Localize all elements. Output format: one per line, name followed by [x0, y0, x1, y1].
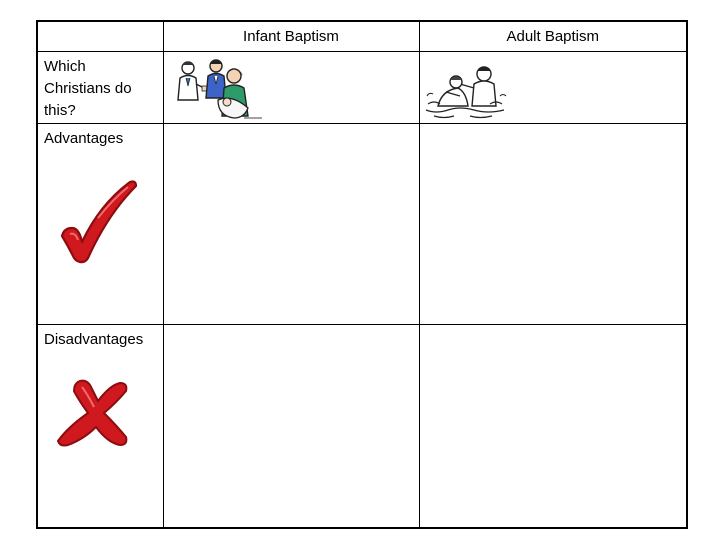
- adult-baptism-heading: Adult Baptism: [506, 28, 600, 45]
- advantages-row: [37, 124, 687, 325]
- tick-icon: [56, 178, 140, 264]
- infant-baptism-illustration-icon: [172, 56, 264, 122]
- adult-baptism-illustration-icon: [424, 62, 508, 120]
- advantages-infant-cell[interactable]: [163, 124, 419, 325]
- which-christians-label: Which Christians do this?: [44, 58, 132, 119]
- advantages-label: Advantages: [44, 130, 124, 147]
- disadvantages-infant-cell[interactable]: [163, 325, 419, 528]
- which-christians-adult-cell[interactable]: [419, 52, 687, 124]
- header-corner-cell: [37, 21, 163, 52]
- disadvantages-adult-cell[interactable]: [419, 325, 687, 528]
- which-christians-label-cell: [37, 52, 163, 124]
- advantages-adult-cell[interactable]: [419, 124, 687, 325]
- disadvantages-label: Disadvantages: [44, 331, 144, 348]
- advantages-label-cell: [37, 124, 163, 325]
- infant-baptism-heading: Infant Baptism: [243, 28, 339, 45]
- which-christians-row: [37, 52, 687, 124]
- disadvantages-label-cell: [37, 325, 163, 528]
- cross-icon: [54, 377, 134, 449]
- disadvantages-row: [37, 325, 687, 528]
- baptism-comparison-table: [36, 20, 688, 529]
- header-row: [37, 21, 687, 52]
- header-cell-adult: [419, 21, 687, 52]
- which-christians-infant-cell[interactable]: [163, 52, 419, 124]
- header-cell-infant: [163, 21, 419, 52]
